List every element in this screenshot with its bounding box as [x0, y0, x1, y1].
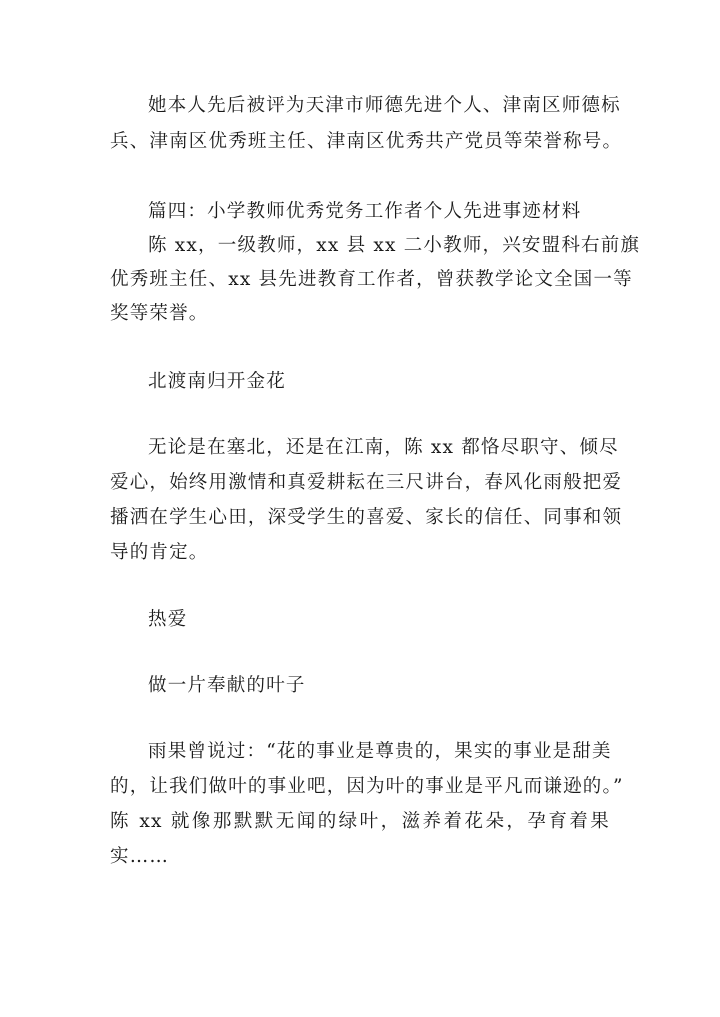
text-line: 陈 xx 就像那默默无闻的绿叶，滋养着花朵，孕育着果 [110, 811, 610, 832]
text-line: 她本人先后被评为天津市师德先进个人、津南区师德标 [148, 95, 621, 116]
text-line: 奖等荣誉。 [110, 303, 209, 324]
text-line: 北渡南归开金花 [148, 371, 286, 392]
text-line: 篇四：小学教师优秀党务工作者个人先进事迹材料 [148, 201, 582, 222]
text-line: 热爱 [148, 609, 188, 630]
text-line: 的，让我们做叶的事业吧，因为叶的事业是平凡而谦逊的。” [110, 776, 624, 797]
text-line: 陈 xx，一级教师，xx 县 xx 二小教师，兴安盟科右前旗 [148, 235, 641, 256]
text-line: 爱心，始终用激情和真爱耕耘在三尺讲台，春风化雨般把爱 [110, 472, 623, 493]
text-line: 无论是在塞北，还是在江南，陈 xx 都恪尽职守、倾尽 [148, 437, 619, 458]
text-line: 做一片奉献的叶子 [148, 675, 306, 696]
text-line: 优秀班主任、xx 县先进教育工作者，曾获教学论文全国一等 [110, 269, 633, 290]
text-line: 导的肯定。 [110, 542, 209, 563]
text-line: 播洒在学生心田，深受学生的喜爱、家长的信任、同事和领 [110, 507, 623, 528]
text-line: 雨果曾说过：“花的事业是尊贵的，果实的事业是甜美 [148, 741, 612, 762]
text-line: 兵、津南区优秀班主任、津南区优秀共产党员等荣誉称号。 [110, 131, 623, 152]
text-line: 实…… [110, 846, 170, 867]
